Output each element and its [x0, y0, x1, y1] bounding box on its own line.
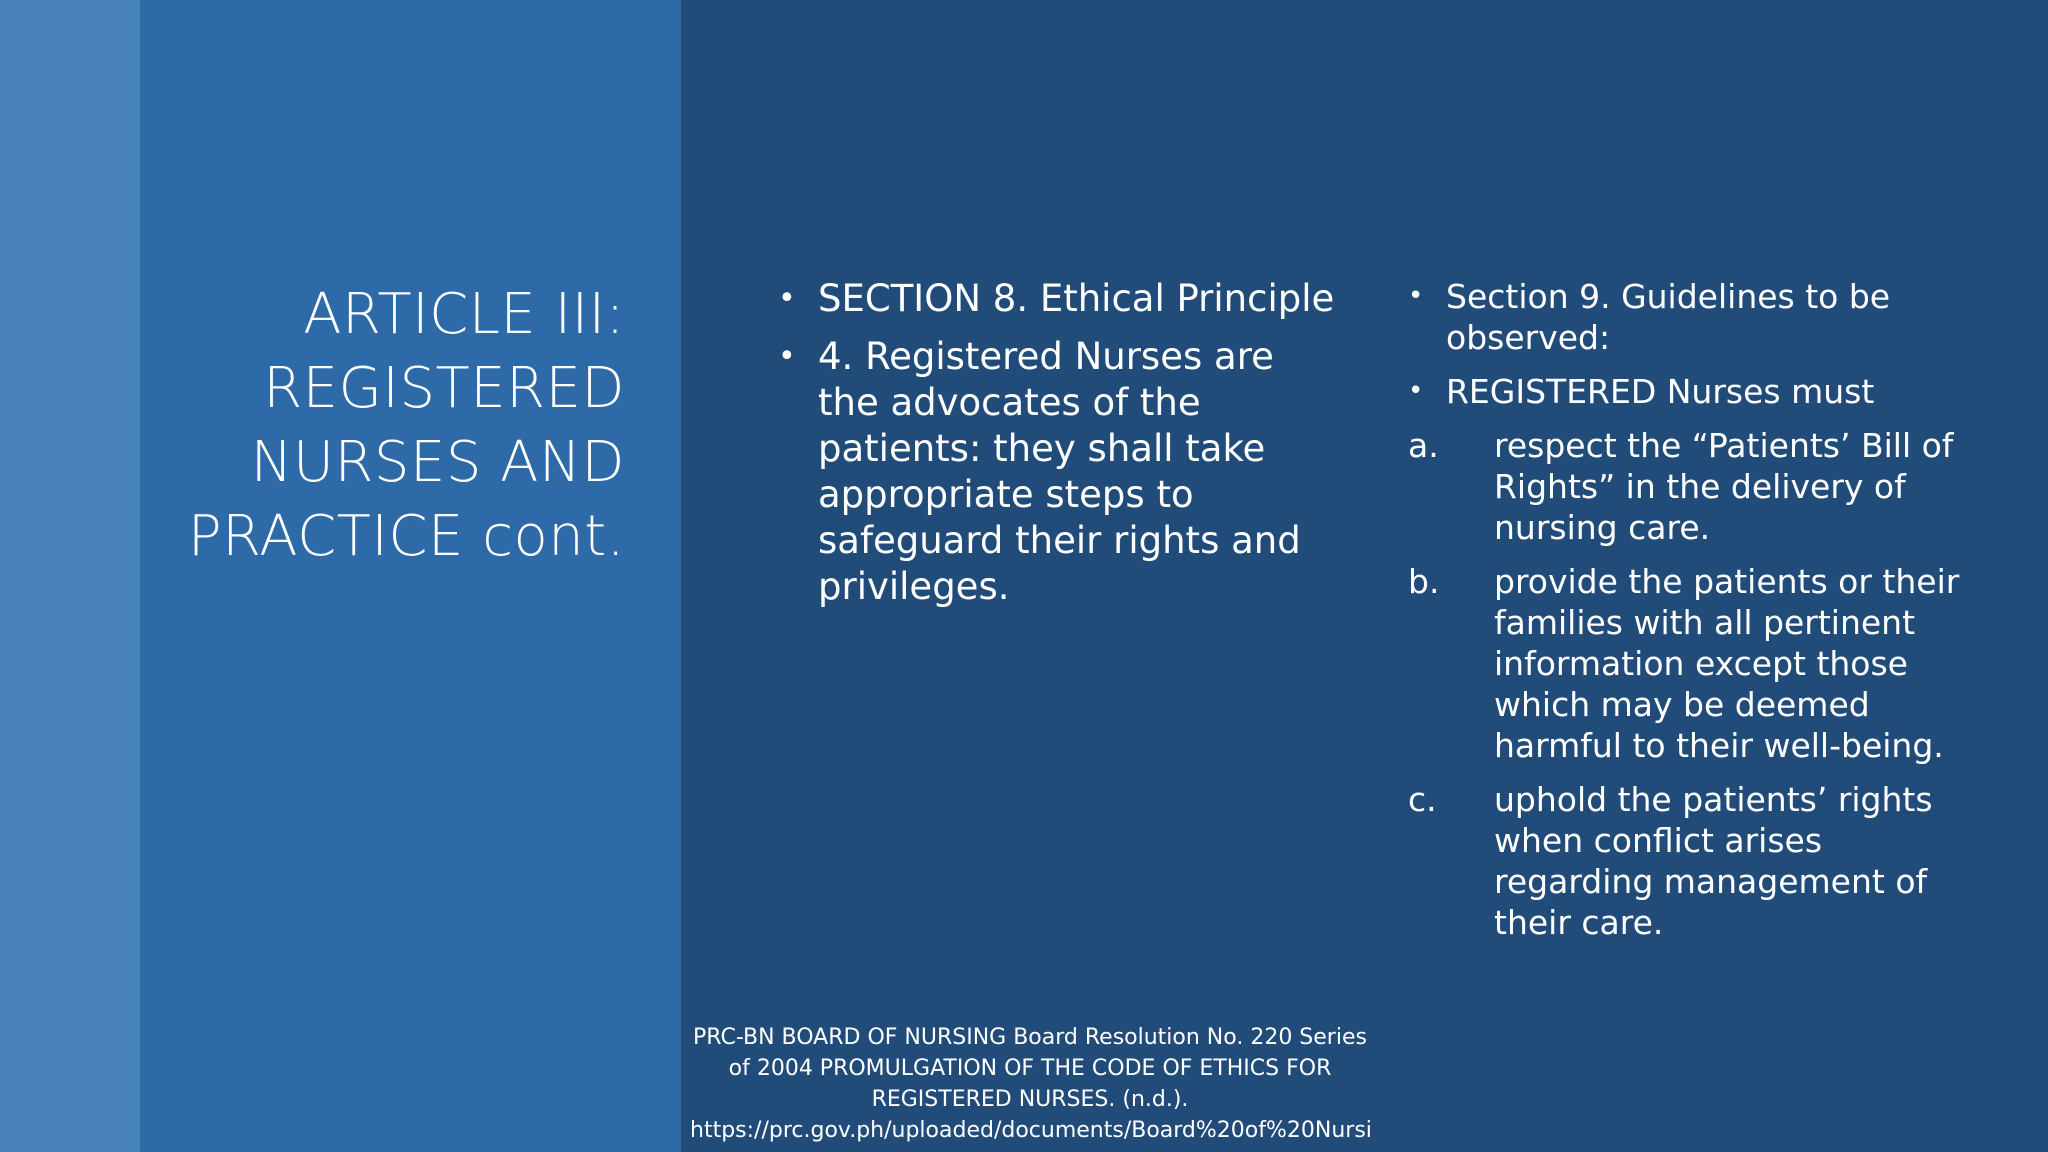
bullet-dot-icon: •	[778, 281, 796, 316]
title-line: ARTICLE III:	[303, 282, 625, 347]
title-line: PRACTICE cont.	[187, 504, 625, 569]
title-line: REGISTERED	[263, 356, 625, 421]
right-content	[1408, 276, 1968, 956]
bullet-text: REGISTERED Nurses must	[1446, 372, 1875, 411]
citation-text: PRC-BN BOARD OF NURSING Board Resolution No. 220 Series of 2004 PROMULGATION OF THE CODE OF ETHICS FOR REGISTERED NURSES. (n.d.). https://prc.gov.ph/uploaded/documents/Board%20of%20Nursi	[690, 1025, 1372, 1143]
lettered-item	[1408, 779, 1968, 943]
bullet-item	[1408, 276, 1968, 358]
lettered-item	[1408, 425, 1968, 548]
bullet-text: 4. Registered Nurses are the advocates of the patients: they shall take appropriate steps to safeguard their rights and privileges.	[818, 335, 1301, 608]
bullet-item	[1408, 371, 1968, 412]
item-marker: b.	[1408, 562, 1440, 601]
left-accent-stripe	[0, 0, 140, 1152]
middle-content	[778, 276, 1338, 622]
bullet-item	[778, 334, 1338, 610]
bullet-item	[778, 276, 1338, 322]
item-marker: c.	[1408, 780, 1437, 819]
item-text: uphold the patients’ rights when conflict arises regarding management of their care.	[1494, 780, 1933, 942]
bullet-text: SECTION 8. Ethical Principle	[818, 277, 1335, 320]
item-text: respect the “Patients’ Bill of Rights” in the delivery of nursing care.	[1494, 426, 1954, 547]
title-line: NURSES AND	[250, 430, 625, 495]
slide-title	[150, 278, 625, 574]
bullet-dot-icon: •	[1408, 376, 1424, 406]
item-text: provide the patients or their families with all pertinent information except those which may be deemed harmful to their well-being.	[1494, 562, 1960, 765]
bullet-text: Section 9. Guidelines to be observed:	[1446, 277, 1891, 357]
item-marker: a.	[1408, 426, 1439, 465]
bullet-dot-icon: •	[778, 339, 796, 374]
title-panel	[140, 0, 681, 1152]
lettered-item	[1408, 561, 1968, 766]
bullet-dot-icon: •	[1408, 281, 1424, 311]
